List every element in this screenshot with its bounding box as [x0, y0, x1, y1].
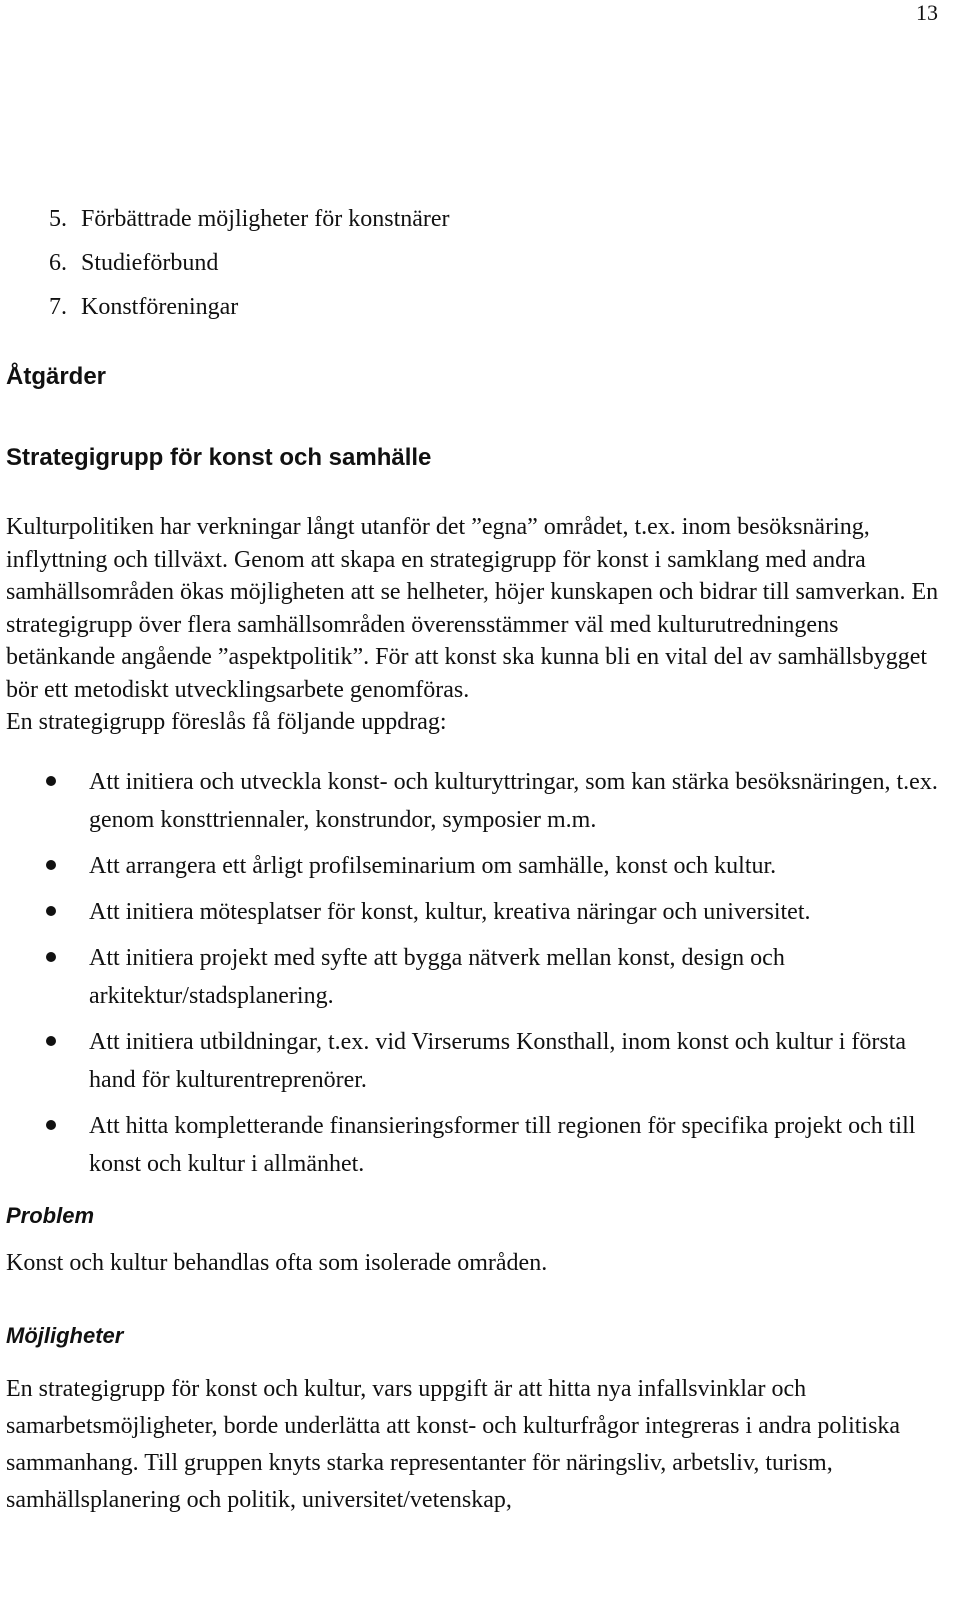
list-item	[6, 202, 940, 246]
bullet-icon	[46, 1036, 56, 1046]
bullet-icon	[46, 952, 56, 962]
bullet-list	[6, 763, 940, 1183]
problem-paragraph: Konst och kultur behandlas ofta som isolerade områden.	[6, 1249, 548, 1276]
list-item	[6, 1107, 940, 1183]
bullet-text: Att initiera mötesplatser för konst, kultur, kreativa näringar och universitet.	[89, 898, 811, 925]
list-item	[6, 847, 940, 885]
bullet-text: Att arrangera ett årligt profilseminarium om samhälle, konst och kultur.	[89, 852, 777, 879]
page-number: 13	[916, 0, 938, 25]
list-item	[6, 246, 940, 290]
bullet-icon	[46, 860, 56, 870]
proposal-line: En strategigrupp föreslås få följande uppdrag:	[6, 709, 447, 735]
list-item	[6, 290, 940, 334]
bullet-icon	[46, 906, 56, 916]
list-item-text: Konstföreningar	[81, 294, 239, 320]
list-number: 5.	[49, 206, 67, 232]
heading-mojligheter: Möjligheter	[6, 1322, 124, 1348]
bullet-text: Att hitta kompletterande finansieringsformer till regionen för specifika projekt och till konst och kultur i allmänhet.	[89, 1112, 916, 1177]
bullet-text: Att initiera projekt med syfte att bygga nätverk mellan konst, design och arkitektur/stadsplanering.	[89, 944, 785, 1009]
list-item	[6, 763, 940, 839]
list-item	[6, 1023, 940, 1099]
heading-atgarder: Åtgärder	[6, 363, 107, 390]
list-number: 7.	[49, 294, 67, 320]
list-item-text: Studieförbund	[81, 250, 219, 276]
heading-problem: Problem	[6, 1202, 95, 1228]
heading-strategigrupp: Strategigrupp för konst och samhälle	[6, 444, 432, 471]
list-number: 6.	[49, 250, 67, 276]
list-item	[6, 893, 940, 931]
bullet-text: Att initiera och utveckla konst- och kulturyttringar, som kan stärka besöksnäringen, t.ex. genom konsttriennaler, konstrundor, symposier m.m.	[89, 768, 938, 833]
numbered-list	[6, 202, 940, 334]
mojligheter-paragraph: En strategigrupp för konst och kultur, vars uppgift är att hitta nya infallsvinklar och samarbetsmöjligheter, borde underlätta att konst- och kulturfrågor integreras i andra politiska sammanhang. Till gruppen knyts starka representanter för näringsliv, arbetsliv, turism, samhällsplanering och politik, universitet/vetenskap,	[6, 1375, 901, 1513]
intro-paragraph: Kulturpolitiken har verkningar långt utanför det ”egna” området, t.ex. inom besöksnäring, inflyttning och tillväxt. Genom att skapa en strategigrupp för konst i samklang med andra samhällsområden ökas möjligheten att se helheter, höjer kunskapen och bidrar till samverkan. En strategigrupp över flera samhällsområden överensstämmer väl med kulturutredningens betänkande angående ”aspektpolitik”. För att konst ska kunna bli en vital del av samhällsbygget bör ett metodiskt utvecklingsarbete genomföras.	[6, 514, 939, 703]
list-item	[6, 939, 940, 1015]
bullet-icon	[46, 1120, 56, 1130]
bullet-icon	[46, 776, 56, 786]
list-item-text: Förbättrade möjligheter för konstnärer	[81, 206, 450, 232]
document-body	[6, 202, 940, 1519]
bullet-text: Att initiera utbildningar, t.ex. vid Virserums Konsthall, inom konst och kultur i första hand för kulturentreprenörer.	[89, 1028, 907, 1093]
